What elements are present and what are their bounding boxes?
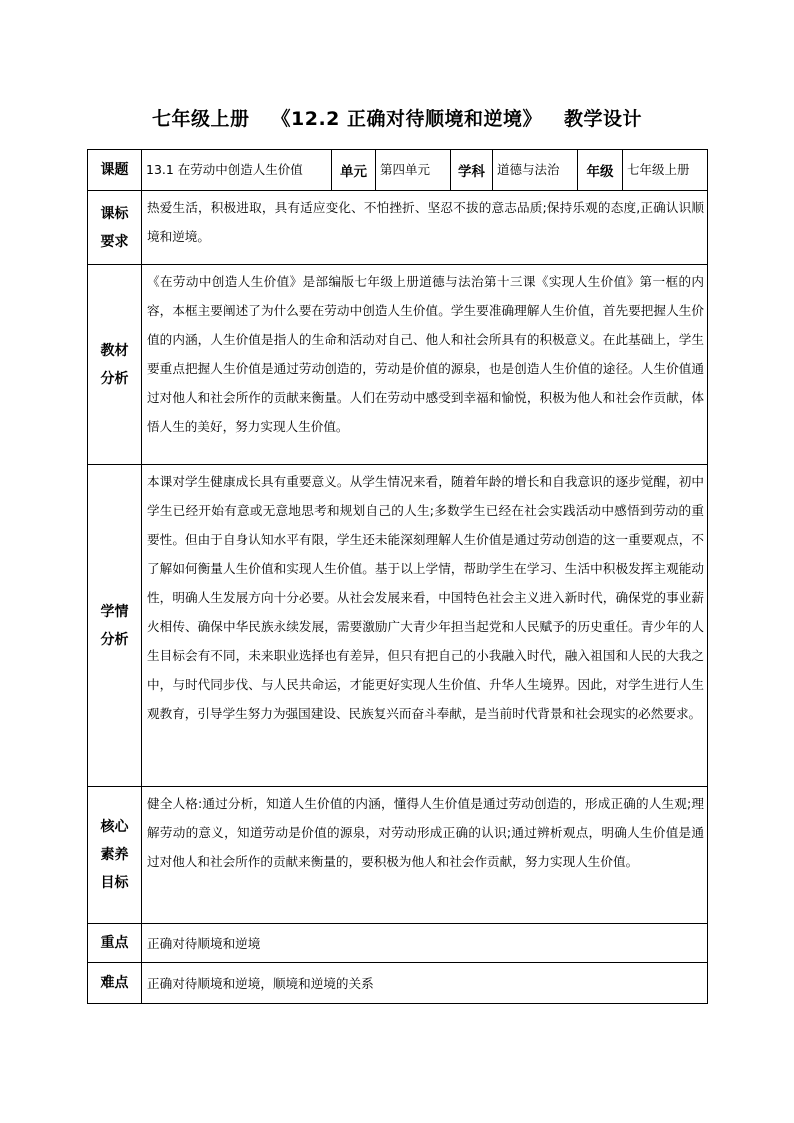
literacy-label: 核心 素养 目标 — [88, 787, 142, 924]
key-point-row — [88, 924, 708, 963]
difficulty-text: 正确对待顺境和逆境，顺境和逆境的关系 — [142, 963, 708, 1004]
textbook-label: 教材 分析 — [88, 265, 142, 465]
students-label: 学情 分析 — [88, 465, 142, 787]
grade-label: 年级 — [578, 150, 623, 191]
title-grade: 七年级上册 — [151, 108, 250, 130]
subject-label: 学科 — [451, 150, 493, 191]
topic-label: 课题 — [88, 150, 142, 191]
title-design: 教学设计 — [564, 108, 643, 130]
lesson-plan-table — [87, 149, 708, 1004]
unit-value: 第四单元 — [376, 150, 451, 191]
page-title — [0, 104, 794, 131]
curriculum-label: 课标 要求 — [88, 191, 142, 265]
header-row — [88, 150, 708, 191]
topic-value: 13.1 在劳动中创造人生价值 — [142, 150, 332, 191]
difficulty-row — [88, 963, 708, 1004]
key-point-text: 正确对待顺境和逆境 — [142, 924, 708, 963]
literacy-text: 健全人格:通过分析，知道人生价值的内涵，懂得人生价值是通过劳动创造的，形成正确的人生观;理解劳动的意义，知道劳动是价值的源泉，对劳动形成正确的认识;通过辨析观点，明确人生价值是通过对他人和社会所作的贡献来衡量的，要积极为他人和社会作贡献，努力实现人生价值。 — [142, 787, 708, 924]
students-text: 本课对学生健康成长具有重要意义。从学生情况来看，随着年龄的增长和自我意识的逐步觉醒，初中学生已经开始有意或无意地思考和规划自己的人生;多数学生已经在社会实践活动中感悟到劳动的重要性。但由于自身认知水平有限，学生还未能深刻理解人生价值是通过劳动创造的这一重要观点，不了解如何衡量人生价值和实现人生价值。基于以上学情，帮助学生在学习、生活中积极发挥主观能动性，明确人生发展方向十分必要。从社会发展来看，中国特色社会主义进入新时代，确保党的事业薪火相传、确保中华民族永续发展，需要激励广大青少年担当起党和人民赋予的历史重任。青少年的人生目标会有不同，未来职业选择也有差异，但只有把自己的小我融入时代，融入祖国和人民的大我之中，与时代同步伐、与人民共命运，才能更好实现人生价值、升华人生境界。因此，对学生进行人生观教育，引导学生努力为强国建设、民族复兴而奋斗奉献，是当前时代背景和社会现实的必然要求。 — [142, 465, 708, 787]
students-row — [88, 465, 708, 787]
subject-value: 道德与法治 — [493, 150, 578, 191]
title-lesson: 《12.2 正确对待顺境和逆境》 — [271, 108, 542, 130]
curriculum-text: 热爱生活，积极进取，具有适应变化、不怕挫折、坚忍不拔的意志品质;保持乐观的态度,正确认识顺境和逆境。 — [142, 191, 708, 265]
textbook-row — [88, 265, 708, 465]
literacy-row — [88, 787, 708, 924]
curriculum-row — [88, 191, 708, 265]
textbook-text: 《在劳动中创造人生价值》是部编版七年级上册道德与法治第十三课《实现人生价值》第一框的内容，本框主要阐述了为什么要在劳动中创造人生价值。学生要准确理解人生价值，首先要把握人生价值的内涵，人生价值是指人的生命和活动对自己、他人和社会所具有的积极意义。在此基础上，学生要重点把握人生价值是通过劳动创造的，劳动是价值的源泉，也是创造人生价值的途径。人生价值通过对他人和社会所作的贡献来衡量。人们在劳动中感受到幸福和愉悦，积极为他人和社会作贡献，体悟人生的美好，努力实现人生价值。 — [142, 265, 708, 465]
key-point-label: 重点 — [88, 924, 142, 963]
grade-value: 七年级上册 — [623, 150, 708, 191]
difficulty-label: 难点 — [88, 963, 142, 1004]
unit-label: 单元 — [332, 150, 376, 191]
